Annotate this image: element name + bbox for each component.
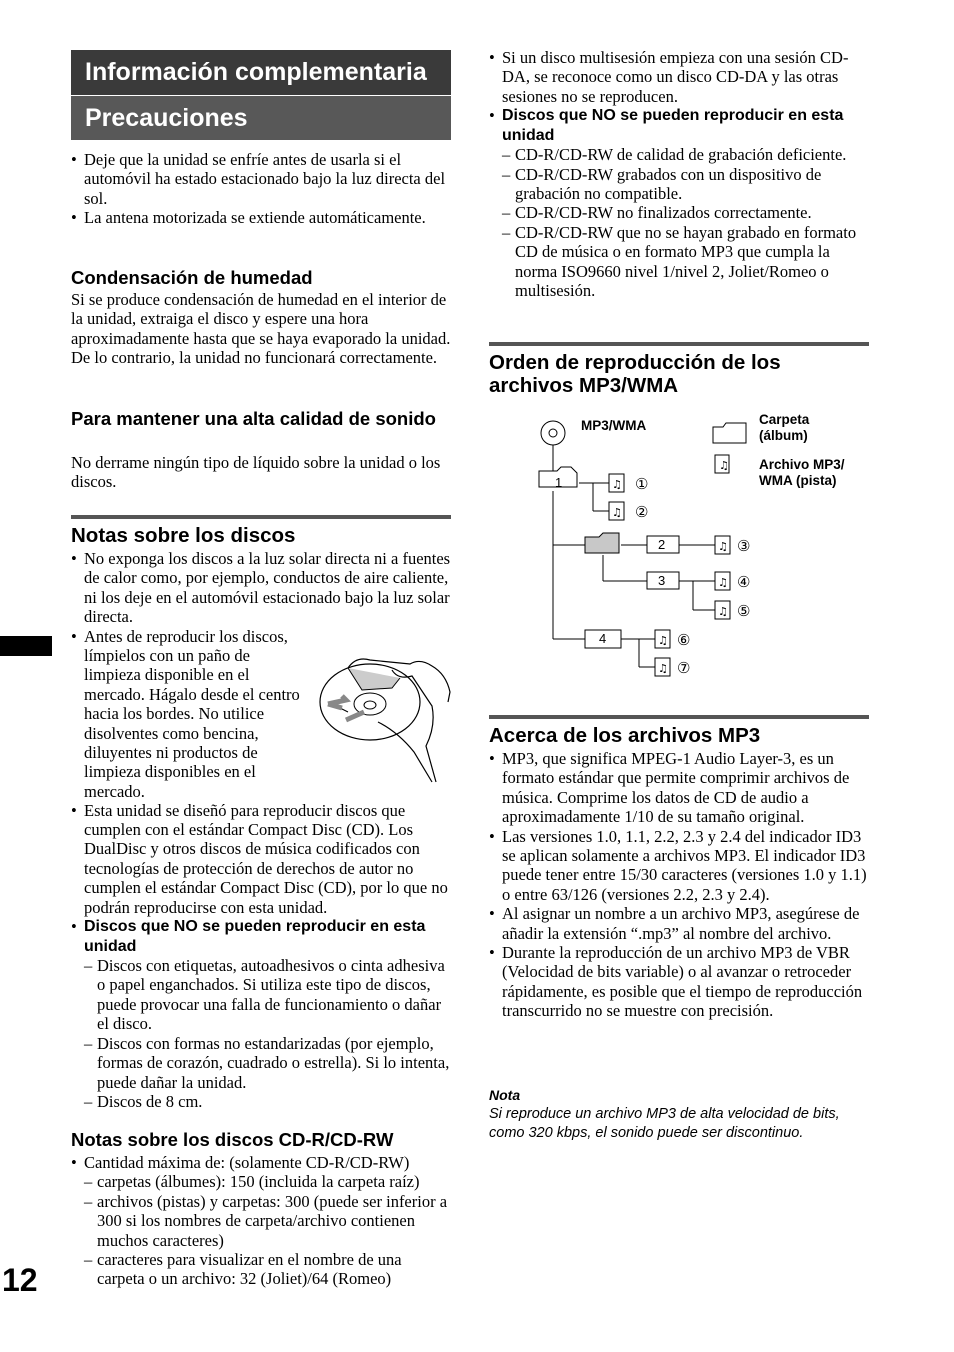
cdr-bullet: • Si un disco multisesión empieza con una sesión CD-DA, se reconoce como un disco CD-DA y las otras sesiones no se reproducen. [489,48,871,106]
mp3-bullet: • Durante la reproducción de un archivo MP3 de VBR (Velocidad de bits variable) o al avanzar o retroceder rápidamente, es posible que el tiempo de reproducción transcurrido no se muestre con precisión. [489,943,871,1021]
not-playable-heading: • Discos que NO se pueden reproducir en esta unidad [84,918,426,955]
disc-bullet: • No exponga los discos a la luz solar directa ni a fuentes de calor como, por ejemplo, conductos de aire caliente, ni los deje en el automóvil estacionado bajo la luz solar directa. [71,549,453,627]
track-number: ② [635,504,649,521]
intro-list [71,150,451,228]
mp3-heading: Acerca de los archivos MP3 [489,724,761,747]
cdr-limit: – carpetas (álbumes): 150 (incluida la carpeta raíz) [84,1172,453,1191]
folder-label: 1 [555,475,563,490]
cdr-not-playable-item: – CD-R/CD-RW grabados con un dispositivo de grabación no compatible. [502,165,871,204]
mp3-bullet: • Las versiones 1.0, 1.1, 2.2, 2.3 y 2.4 del indicador ID3 se aplican solamente a archivos MP3. El indicador ID3 puede tener entre 15/30 caracteres (versiones 1.0 y 1.1) o entre 63/126 (versiones 2.2, 2.3 y 2.4). [489,827,871,905]
music-note-icon: ♫ [658,662,668,675]
not-playable-item: – Discos con formas no estandarizadas (por ejemplo, formas de corazón, cuadrado o estrella). Si lo intenta, puede dañar la unidad. [84,1034,453,1092]
not-playable-item: – Discos de 8 cm. [84,1092,453,1111]
quality-text: No derrame ningún tipo de líquido sobre la unidad o los discos. [71,453,441,492]
cdr-not-playable-item: – CD-R/CD-RW no finalizados correctamente. [502,203,871,222]
folder-label: 3 [658,573,666,588]
cdr-limit: – caracteres para visualizar en el nombre de una carpeta o un archivo: 32 (Joliet)/64 (Romeo) [84,1250,453,1289]
folder-tree-diagram [489,405,871,695]
track-number: ⑥ [677,632,691,649]
music-note-icon: ♫ [719,459,729,472]
disc-notes-heading: Notas sobre los discos [71,524,296,547]
cdr-notes-heading: Notas sobre los discos CD-R/CD-RW [71,1129,394,1150]
track-number: ⑦ [677,660,691,677]
intro-bullet: • La antena motorizada se extiende automáticamente. [71,208,451,227]
folder-label: 2 [658,537,666,552]
music-note-icon: ♫ [612,478,622,491]
cdr-notes-list [71,1153,453,1289]
page-title-banner [71,96,451,140]
track-number: ⑤ [737,603,751,620]
cdr-not-playable-item: – CD-R/CD-RW que no se hayan grabado en formato CD de música o en formato MP3 que cumpla la norma ISO9660 nivel 1/nivel 2, Joliet/Romeo o multisesión. [502,223,871,301]
note-text: Si reproduce un archivo MP3 de alta velocidad de bits, como 320 kbps, el sonido puede ser discontinuo. [489,1106,840,1141]
track-number: ③ [737,538,751,555]
intro-bullet: • Deje que la unidad se enfríe antes de usarla si el automóvil ha estado estacionado bajo la luz directa del sol. [71,150,451,208]
track-number: ④ [737,574,751,591]
disc-bullet: • Esta unidad se diseñó para reproducir discos que cumplen con el estándar Compact Disc (CD). Los DualDisc y otros discos de música codificados con tecnologías de protección de derechos de autor no cumplen el estándar Compact Disc (CD), por lo que no podrán reproducirse con esta unidad. [71,801,453,917]
mp3-list [489,749,871,1021]
cdr-bullet [71,1153,453,1289]
folder-label: 4 [599,631,607,646]
disc-cleaning-illustration [318,632,452,784]
mp3-bullet: • Al asignar un nombre a un archivo MP3, asegúrese de añadir la extensión “.mp3” al nombre del archivo. [489,904,871,943]
track-number: ① [635,476,649,493]
music-note-icon: ♫ [718,605,728,618]
folder-tree-lines [489,405,871,695]
cdr-not-playable-heading: • Discos que NO se pueden reproducir en esta unidad [502,107,844,144]
mp3-bullet: • MP3, que significa MPEG-1 Audio Layer-3, es un formato estándar que permite comprimir archivos de música. Comprime los datos de CD de audio a aproximadamente 1/10 de su tamaño original. [489,749,871,827]
note-heading: Nota [489,1087,521,1103]
cdr-bullet-bold [489,106,871,300]
music-note-icon: ♫ [612,506,622,519]
cdr-notes-continued [489,48,871,300]
section-rule [489,715,869,719]
diagram-root-label: MP3/WMA [581,418,647,433]
disc-bullet-bold [71,917,453,1111]
page-tab-marker [0,636,52,656]
section-rule [71,515,451,519]
section-rule [489,342,869,346]
legend-folder: Carpeta (álbum) [759,412,810,443]
legend-file: Archivo MP3/ WMA (pista) [759,457,845,488]
music-note-icon: ♫ [718,576,728,589]
quality-heading: Para mantener una alta calidad de sonido [71,408,436,429]
cdr-limit: – archivos (pistas) y carpetas: 300 (puede ser inferior a 300 si los nombres de carpeta/archivo contienen muchos caracteres) [84,1192,453,1250]
cdr-not-playable-item: – CD-R/CD-RW de calidad de grabación deficiente. [502,145,871,164]
page-number: 12 [2,1262,38,1298]
condensation-text: Si se produce condensación de humedad en el interior de la unidad, extraiga el disco y espere una hora aproximadamente hasta que se haya evaporado la unidad. De lo contrario, la unidad no funcionará correctamente. [71,290,451,368]
music-note-icon: ♫ [658,634,668,647]
section-banner [71,50,451,95]
section-title: Información complementaria [85,58,427,86]
order-heading: Orden de reproducción de los archivos MP3/WMA [489,351,781,397]
not-playable-item: – Discos con etiquetas, autoadhesivos o cinta adhesiva o papel enganchados. Si utiliza este tipo de discos, puede provocar una falla de funcionamiento o dañar el disco. [84,956,453,1034]
disc-bullet-text: • Antes de reproducir los discos, límpielos con un paño de limpieza disponible en el mercado. Hágalo desde el centro hacia los bordes. No utilice disolventes como bencina, diluyentes ni productos de limpieza disponibles en el mercado. [84,626,300,801]
music-note-icon: ♫ [718,540,728,553]
cdr-bullet-text: Cantidad máxima de: (solamente CD-R/CD-RW) [84,1153,410,1172]
condensation-heading: Condensación de humedad [71,267,313,288]
page-title: Precauciones [85,104,248,132]
